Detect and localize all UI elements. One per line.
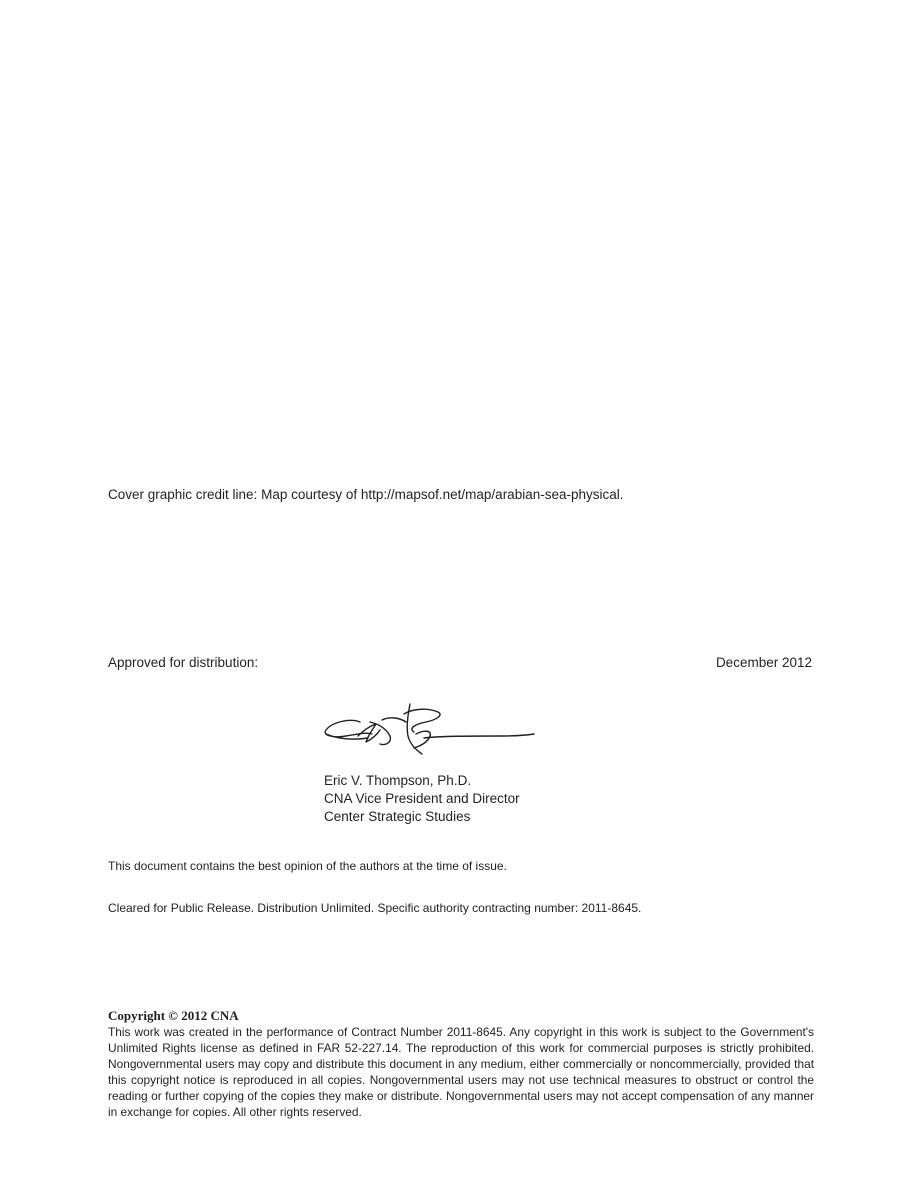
approval-label: Approved for distribution: (108, 655, 259, 670)
signer-name: Eric V. Thompson, Ph.D. (324, 773, 472, 788)
signer-department: Center Strategic Studies (324, 809, 471, 824)
copyright-body: This work was created in the performance of Contract Number 2011-8645. Any copyright in this work is subject to the Government's Unlimited Rights license as defined in FAR 52-227.14. The reproduction of this work for commercial purposes is strictly prohibited. Nongovernmental users may copy and distribute this document in any medium, either commercially or noncommercially, provided that this copyright notice is reproduced in all copies. Nongovernmental users may not use technical measures to obstruct or control the reading or further copying of the copies they make or distribute. Nongovernmental users may not accept compensation of any manner in exchange for copies. All other rights reserved. (108, 1025, 814, 1119)
approval-row (108, 655, 812, 670)
approval-date: December 2012 (715, 655, 812, 670)
opinion-notice: This document contains the best opinion of the authors at the time of issue. (108, 859, 507, 873)
signature-image (320, 700, 540, 758)
signer-title: CNA Vice President and Director (324, 791, 520, 806)
copyright-block (108, 1008, 814, 1120)
cover-credit-line: Cover graphic credit line: Map courtesy of http://mapsof.net/map/arabian-sea-physical. (108, 487, 624, 502)
signer-block (324, 772, 520, 826)
copyright-heading: Copyright © 2012 CNA (108, 1008, 239, 1023)
release-notice: Cleared for Public Release. Distribution Unlimited. Specific authority contracting number: 2011-8645. (108, 901, 642, 915)
